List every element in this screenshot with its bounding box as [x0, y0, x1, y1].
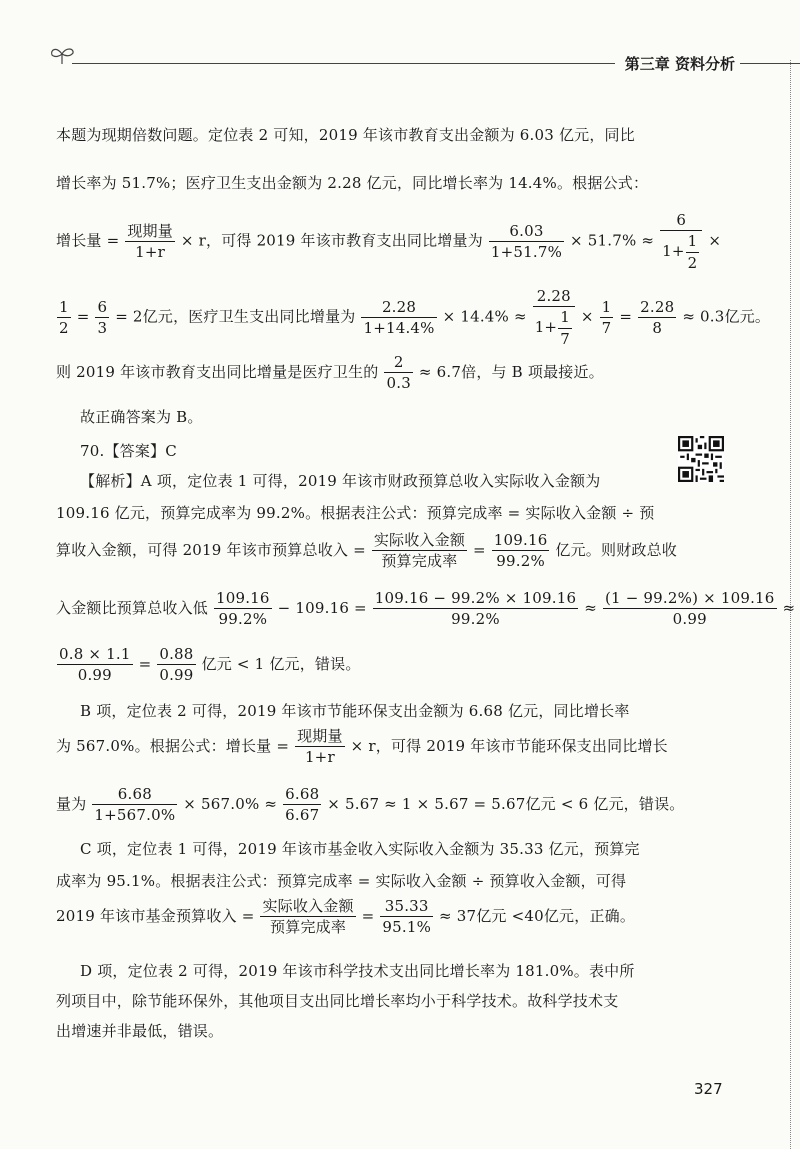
formula-line: [56, 530, 677, 572]
text-segment: 入金额比预算总收入低: [56, 598, 209, 617]
text-segment: × 567.0% ≈: [183, 794, 278, 813]
nested-fraction: [558, 307, 572, 349]
numerator: 109.16: [214, 588, 272, 609]
text-segment: 则 2019 年该市教育支出同比增量是医疗卫生的: [56, 362, 379, 381]
fraction: [373, 588, 578, 630]
numerator: 现期量: [295, 726, 345, 747]
denominator: 1+567.0%: [94, 806, 176, 825]
text-segment: = 2亿元，医疗卫生支出同比增量为: [115, 307, 356, 326]
numerator: 6.68: [92, 784, 177, 805]
fraction: [492, 530, 550, 572]
fraction: [57, 297, 71, 339]
denominator: 0.3: [386, 374, 411, 393]
formula-line: [56, 352, 604, 394]
denominator: 预算完成率: [381, 552, 458, 571]
text-segment: ≈: [584, 598, 597, 617]
numerator: 1: [600, 297, 614, 318]
fraction: [157, 644, 195, 686]
denominator: 7: [601, 318, 612, 337]
text-segment: ≈: [782, 598, 796, 617]
text-line: 列项目中，除节能环保外，其他项目支出同比增长率均小于科学技术。故科学技术支: [56, 992, 619, 1010]
numerator: 1: [57, 297, 71, 318]
numerator: 0.8 × 1.1: [57, 644, 133, 665]
denominator: 99.2%: [218, 610, 268, 629]
fraction: [660, 210, 702, 273]
text-line: 109.16 亿元，预算完成率为 99.2%。根据表注公式：预算完成率 = 实际收入金额 ÷ 预: [56, 504, 655, 522]
denominator: 1+14.4%: [363, 318, 435, 337]
formula-line: [56, 784, 685, 826]
formula-line: [56, 644, 361, 686]
text-segment: =: [619, 307, 633, 326]
text-line: 成率为 95.1%。根据表注公式：预算完成率 = 实际收入金额 ÷ 预算收入金额，可得: [56, 872, 627, 890]
numerator: 2.28: [361, 297, 436, 318]
denominator: 99.2%: [496, 552, 545, 571]
text-segment: =: [473, 540, 486, 559]
text-segment: ×: [708, 231, 722, 250]
text-segment: × r，可得 2019 年该市教育支出同比增量为: [180, 231, 483, 250]
text-segment: ×: [580, 307, 594, 326]
denominator: 3: [97, 318, 108, 337]
denominator-prefix: 1+: [662, 242, 685, 260]
fraction: [283, 784, 321, 826]
numerator: 109.16 − 99.2% × 109.16: [373, 588, 578, 609]
text-segment: 亿元。则财政总收: [555, 540, 678, 559]
formula-line: [56, 726, 668, 768]
denominator-prefix: 1+: [534, 318, 558, 336]
denominator: 1+r: [135, 242, 166, 261]
numerator: 2: [384, 352, 412, 373]
fraction: [125, 221, 175, 263]
denominator: [660, 231, 702, 273]
text-segment: 为 567.0%。根据公式：增长量 =: [56, 736, 290, 755]
fraction: [489, 221, 564, 263]
text-segment: 亿元 < 1 亿元，错误。: [201, 654, 361, 673]
fraction: [380, 896, 433, 938]
fraction: [260, 896, 355, 938]
denominator: 0.99: [672, 610, 707, 629]
fraction: [384, 352, 412, 394]
formula-line: [56, 896, 635, 938]
text-segment: 量为: [56, 794, 87, 813]
text-segment: ≈ 6.7倍，与 B 项最接近。: [418, 362, 604, 381]
denominator: 99.2%: [451, 610, 500, 629]
fraction: [57, 644, 133, 686]
text-line: D 项，定位表 2 可得，2019 年该市科学技术支出同比增长率为 181.0%。表中所: [80, 962, 635, 980]
text-segment: × 51.7% ≈: [570, 231, 655, 250]
page-number: 327: [694, 1080, 723, 1098]
denominator: 8: [652, 318, 663, 337]
text-segment: × r，可得 2019 年该市节能环保支出同比增长: [350, 736, 668, 755]
numerator: 现期量: [125, 221, 175, 242]
formula-line: [56, 588, 795, 630]
numerator: 6.03: [489, 221, 564, 242]
text-segment: 增长量 =: [56, 231, 120, 250]
formula-line: [56, 210, 721, 273]
denominator: 6.67: [285, 806, 320, 825]
text-line: 出增速并非最低，错误。: [56, 1022, 224, 1040]
numerator: 6.68: [283, 784, 321, 805]
fraction: [295, 726, 345, 768]
denominator: 2: [687, 253, 698, 272]
numerator: 1: [558, 307, 572, 328]
fraction: [600, 297, 614, 339]
denominator: 0.99: [77, 666, 112, 685]
denominator: 1+r: [304, 748, 335, 767]
chapter-title: 第三章 资料分析: [624, 55, 735, 73]
numerator: 6: [95, 297, 109, 318]
fraction: [533, 286, 575, 349]
fraction: [92, 784, 177, 826]
text-segment: × 14.4% ≈: [442, 307, 527, 326]
fraction: [603, 588, 777, 630]
denominator: 95.1%: [382, 918, 432, 937]
numerator: 109.16: [492, 530, 550, 551]
numerator: 实际收入金额: [260, 896, 355, 917]
text-segment: 算收入金额，可得 2019 年该市预算总收入 =: [56, 540, 366, 559]
text-segment: − 109.16 =: [277, 598, 367, 617]
text-line: 本题为现期倍数问题。定位表 2 可知，2019 年该市教育支出金额为 6.03 亿元，同比: [56, 126, 635, 144]
numerator: 实际收入金额: [372, 530, 467, 551]
text-segment: ≈ 0.3亿元。: [682, 307, 771, 326]
text-segment: =: [361, 906, 375, 925]
text-line: C 项，定位表 1 可得，2019 年该市基金收入实际收入金额为 35.33 亿元，预算完: [80, 840, 640, 858]
text-segment: =: [138, 654, 152, 673]
text-line: B 项，定位表 2 可得，2019 年该市节能环保支出金额为 6.68 亿元，同比增长率: [80, 702, 630, 720]
numerator: 2.28: [638, 297, 676, 318]
qr-code-icon[interactable]: [678, 436, 724, 482]
denominator: 7: [560, 329, 570, 348]
text-segment: 2019 年该市基金预算收入 =: [56, 906, 255, 925]
answer-line: 70.【答案】C: [80, 442, 177, 460]
text-segment: =: [76, 307, 90, 326]
text-line: 故正确答案为 B。: [80, 408, 203, 426]
numerator: 0.88: [157, 644, 195, 665]
fraction: [214, 588, 272, 630]
nested-fraction: [686, 231, 700, 273]
numerator: 1: [686, 231, 700, 252]
numerator: 35.33: [380, 896, 433, 917]
numerator: (1 − 99.2%) × 109.16: [603, 588, 777, 609]
numerator: 2.28: [533, 286, 575, 307]
fraction: [95, 297, 109, 339]
fraction: [372, 530, 467, 572]
denominator: 预算完成率: [270, 918, 347, 937]
denominator: 1+51.7%: [490, 242, 563, 261]
text-line: 增长率为 51.7%；医疗卫生支出金额为 2.28 亿元，同比增长率为 14.4%。根据公式：: [56, 174, 649, 192]
numerator: 6: [660, 210, 702, 231]
fraction: [638, 297, 676, 339]
denominator: 2: [59, 318, 69, 337]
text-line: 【解析】A 项，定位表 1 可得，2019 年该市财政预算总收入实际收入金额为: [80, 472, 601, 490]
header-rule: [72, 63, 615, 64]
denominator: [533, 307, 575, 349]
formula-line: [56, 286, 770, 349]
fraction: [361, 297, 436, 339]
text-segment: ≈ 37亿元 <40亿元，正确。: [439, 906, 636, 925]
text-segment: × 5.67 ≈ 1 × 5.67 = 5.67亿元 < 6 亿元，错误。: [327, 794, 685, 813]
denominator: 0.99: [159, 666, 194, 685]
page-header: [40, 44, 800, 80]
